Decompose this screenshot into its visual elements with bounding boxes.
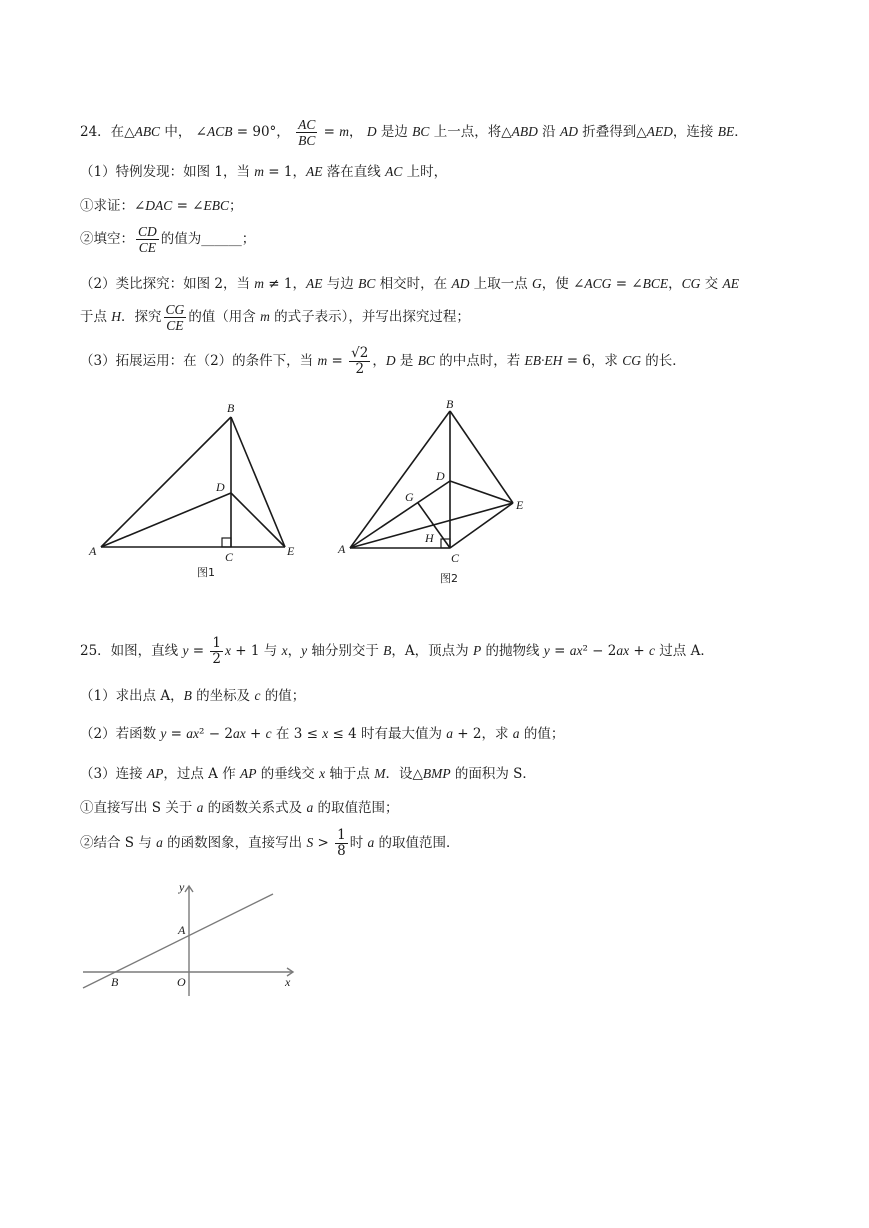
- fraction-cd-ce: $\frac{CD}{CE}$: [138, 224, 157, 255]
- fraction-1-2: $\frac{1}{2}$: [212, 635, 221, 667]
- q24-part2-line1: （2）类比探究：如图 2，当 m ≠ 1，AE 与边 BC 相交时，在 AD 上取一点 G，使 ∠ACG = ∠BCE，CG 交 AE: [80, 276, 739, 292]
- fraction-sqrt2-2: $\frac{√2}{2}$: [351, 345, 369, 377]
- fig1-caption: 图1: [197, 566, 215, 579]
- figure-2: [330, 395, 540, 590]
- fig1-label-b: B: [227, 401, 235, 415]
- graph-label-y: y: [179, 880, 185, 894]
- fraction-ac-bc: $\frac{AC}{BC}$: [298, 117, 316, 148]
- graph-label-a: A: [178, 923, 186, 937]
- q24-part1-q2: ②填空： $\frac{CD}{CE}$ 的值为______；: [80, 224, 256, 255]
- fraction-cg-ce: $\frac{CG}{CE}$: [165, 302, 185, 333]
- q25-intro: 25．如图，直线 y = $\frac{1}{2}$ x + 1 与 x，y 轴分别交于 B，A，顶点为 P 的抛物线 y = ax² − 2ax + c 过点 A．: [80, 635, 714, 667]
- q25-part3-q1: ①直接写出 S 关于 a 的函数关系式及 a 的取值范围；: [80, 800, 399, 816]
- q24-part1-title: （1）特例发现：如图 1，当 m = 1，AE 落在直线 AC 上时，: [80, 164, 448, 180]
- fig2-label-c: C: [451, 551, 460, 565]
- graph-label-b: B: [111, 975, 119, 989]
- q25-part1: （1）求出点 A，B 的坐标及 c 的值；: [80, 688, 306, 704]
- fig1-label-e: E: [287, 544, 295, 558]
- fig2-label-a: A: [338, 542, 346, 556]
- fig2-caption: 图2: [440, 572, 458, 585]
- fig2-label-h: H: [425, 531, 434, 545]
- fig1-label-a: A: [89, 544, 97, 558]
- q25-part3-q2: ②结合 S 与 a 的函数图象，直接写出 S > $\frac{1}{8}$ 时 a 的取值范围．: [80, 827, 460, 859]
- coordinate-graph: [75, 878, 305, 998]
- fig2-label-d: D: [436, 469, 445, 483]
- fig2-label-b: B: [446, 397, 454, 411]
- fig1-label-d: D: [216, 480, 225, 494]
- q24-part1-q1: ①求证：∠DAC = ∠EBC；: [80, 198, 243, 214]
- graph-label-o: O: [177, 975, 186, 989]
- q24-intro: 24．在△ABC 中， ∠ACB = 90°， $\frac{AC}{BC}$ = m， D 是边 BC 上一点，将△ABD 沿 AD 折叠得到△AED，连接 BE．: [80, 117, 748, 148]
- fig2-label-e: E: [516, 498, 524, 512]
- figure-1: [85, 395, 305, 585]
- fig2-label-g: G: [405, 490, 414, 504]
- q24-part2-line2: 于点 H．探究 $\frac{CG}{CE}$ 的值（用含 m 的式子表示），并写出探究过程；: [80, 302, 470, 333]
- q24-number: 24．在: [80, 124, 125, 140]
- q25-part2: （2）若函数 y = ax² − 2ax + c 在 3 ≤ x ≤ 4 时有最大值为 a + 2，求 a 的值；: [80, 726, 565, 742]
- fig1-label-c: C: [225, 550, 234, 564]
- q24-part3: （3）拓展运用：在（2）的条件下，当 m = $\frac{√2}{2}$ ，D 是 BC 的中点时，若 EB·EH = 6，求 CG 的长．: [80, 345, 686, 377]
- fraction-1-8: $\frac{1}{8}$: [337, 827, 346, 859]
- graph-label-x: x: [285, 975, 291, 989]
- q25-part3: （3）连接 AP，过点 A 作 AP 的垂线交 x 轴于点 M．设△BMP 的面积为 S．: [80, 766, 536, 782]
